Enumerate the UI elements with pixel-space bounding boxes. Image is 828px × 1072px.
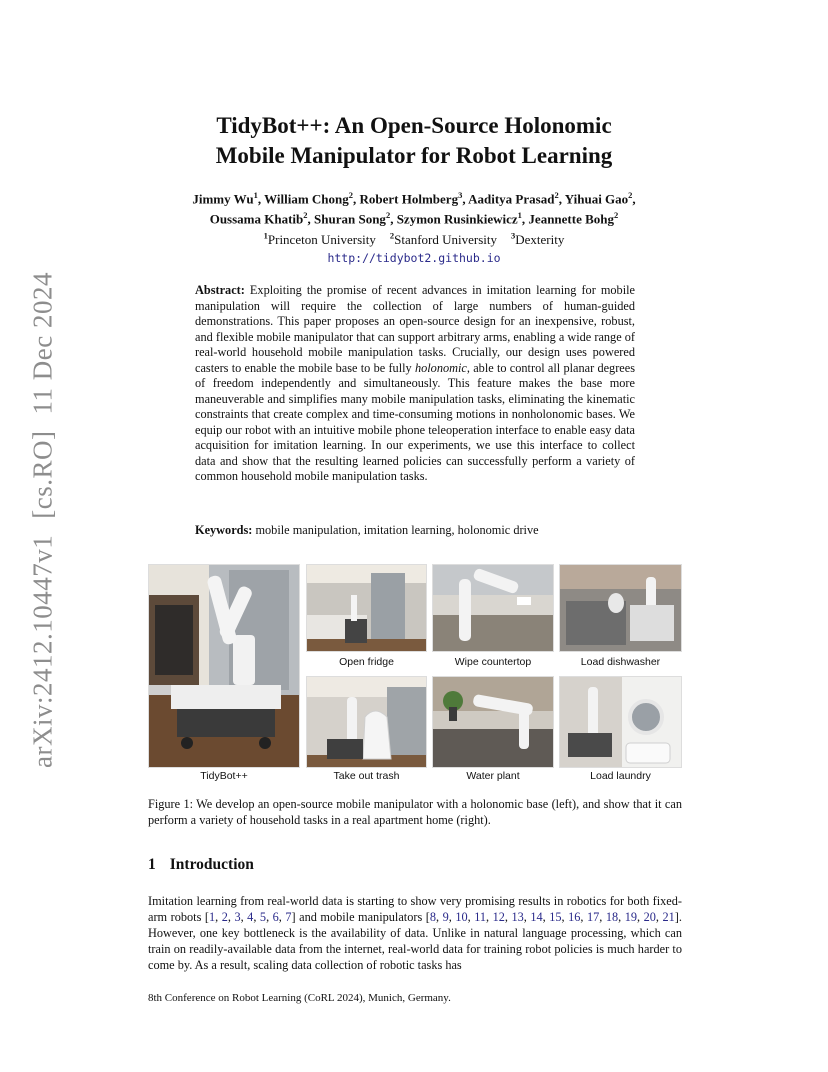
author-line-1 [0,187,828,207]
author-separator: , [558,191,565,207]
author: Shuran Song [314,211,386,227]
abstract-text-a: Exploiting the promise of recent advances in imitation learning for mobile manipulation will require the collection of large numbers of human-guided demonstrations. This paper proposes an open-source design for an inexpensive, robust, and flexible mobile manipulator that can support arbitrary arms, enabling a wide range of real-world household mobile manipulation tasks. Crucially, our design uses powered casters to enable the mobile base to be fully [195,283,635,375]
load-dishwasher-photo [560,565,681,651]
abstract-text-b: , able to control all planar degrees of freedom independently and simultaneously. This feature makes the base more maneuverable and simplifies many mobile manipulation tasks, eliminating the kinematic constraints that create complex and time-consuming motions in nonholonomic bases. We equip our robot with an intuitive mobile phone teleoperation interface to enable easy data acquisition for imitation learning. In our experiments, we use this interface to collect data and show that the resulting learned policies can successfully perform a variety of common household mobile manipulation tasks. [195,360,636,483]
keywords-label: Keywords: [195,523,253,537]
citation-link[interactable]: 4 [247,910,254,924]
affiliation-1 [264,232,376,247]
author-affil-mark: 3 [458,190,463,200]
photo-wipe-countertop [432,564,554,652]
citation-link[interactable]: 10 [455,910,468,924]
open-fridge-photo [307,565,426,651]
author-affil-mark: 2 [303,210,308,221]
affiliation-2 [390,232,497,247]
citation-link[interactable]: 17 [586,910,600,924]
citation-link[interactable]: 2 [221,910,228,924]
author-affil-mark: 2 [628,190,633,200]
affil-mark: 1 [263,230,268,241]
author: Jimmy Wu [192,191,254,207]
author: Oussama Khatib [209,211,304,227]
citation-link[interactable]: 19 [624,910,638,924]
intro-paragraph [148,893,682,973]
author-separator: , [462,191,469,207]
citation-link[interactable]: 9 [442,910,449,924]
paper-title [0,111,828,171]
wipe-countertop-photo [433,565,553,651]
photo-load-dishwasher [559,564,682,652]
affiliation-name: Stanford University [394,231,498,247]
title-line-2: Mobile Manipulator for Robot Learning [215,143,613,168]
citation-link[interactable]: 5 [259,910,267,924]
title-line-1: TidyBot++: An Open-Source Holonomic [216,113,612,138]
affil-mark: 2 [389,230,395,241]
citation-link[interactable]: 18 [605,910,619,924]
abstract-emphasis: holonomic [414,360,467,375]
arxiv-stamp [28,272,59,768]
citation-link[interactable]: 16 [568,910,581,924]
arxiv-id: arXiv:2412.10447v1 [27,534,58,768]
author-separator: , [390,211,397,227]
photo-take-out-trash [306,676,427,768]
caption-open-fridge: Open fridge [339,656,394,668]
photo-open-fridge [306,564,427,652]
author: Jeannette Bohg [528,211,615,227]
caption-tidybot: TidyBot++ [200,770,248,782]
author: Yihuai Gao [564,191,629,207]
citation-link[interactable]: 13 [511,910,524,924]
arxiv-date: 11 Dec 2024 [27,272,58,415]
citation-link[interactable]: 3 [234,910,241,924]
author: Szymon Rusinkiewicz [396,211,518,227]
author: Robert Holmberg [359,191,459,207]
author-separator: , [353,191,360,207]
citation-link[interactable]: 6 [272,910,279,924]
figure-caption: Figure 1: We develop an open-source mobile manipulator with a holonomic base (left), and show that it can perform a variety of household tasks in a real apartment home (right). [148,797,682,827]
citation-group-1: 1, 2, 3, 4, 5, 6, 7 [208,910,292,924]
water-plant-photo [433,677,553,767]
affiliations [0,228,828,248]
abstract [195,283,635,485]
citation-link[interactable]: 20 [643,910,656,924]
citation-link[interactable]: 14 [530,910,543,924]
author-separator: , [521,211,529,227]
author-affil-mark: 2 [385,210,391,221]
author: William Chong [264,191,349,207]
caption-take-out-trash: Take out trash [333,770,400,782]
intro-text-2: ] and mobile manipulators [ [291,910,430,924]
author-affil-mark: 2 [554,190,559,200]
keywords [195,523,635,539]
load-laundry-photo [560,677,681,767]
citation-link[interactable]: 12 [492,910,505,924]
section-title: Introduction [169,856,254,873]
intro-text-1: Imitation learning from real-world data is starting to show very promising results in robotics for both fixed-arm robots [ [148,894,682,924]
affiliation-name: Dexterity [515,231,565,247]
citation-group-2: 8, 9, 10, 11, 12, 13, 14, 15, 16, 17, 18, 19, 20, 21 [429,910,675,924]
photo-tidybot [148,564,300,768]
project-url-link[interactable]: http://tidybot2.github.io [327,251,501,265]
author-separator: , [307,211,315,227]
abstract-label: Abstract: [195,283,245,297]
photo-water-plant [432,676,554,768]
author-separator: , [257,191,265,207]
caption-load-dishwasher: Load dishwasher [580,656,661,668]
robot-photo-illustration [149,565,299,767]
citation-link[interactable]: 8 [429,910,436,924]
affil-mark: 3 [511,230,516,241]
citation-link[interactable]: 21 [662,910,675,924]
citation-link[interactable]: 11 [474,910,487,924]
take-out-trash-photo [307,677,426,767]
author-separator: , [632,191,636,207]
section-number: 1 [148,856,156,873]
author-affil-mark: 2 [348,190,354,200]
caption-load-laundry: Load laundry [590,770,651,782]
author-affil-mark: 1 [253,190,258,200]
figure-1 [148,564,682,784]
author-affil-mark: 1 [517,210,522,221]
arxiv-category: [cs.RO] [27,430,58,519]
caption-water-plant: Water plant [466,770,520,782]
caption-wipe-countertop: Wipe countertop [454,656,532,668]
citation-link[interactable]: 15 [549,910,562,924]
citation-link[interactable]: 7 [285,910,292,924]
author: Aaditya Prasad [468,191,555,207]
citation-link[interactable]: 1 [208,910,216,924]
author-line-2 [0,207,828,227]
author-block [0,187,828,248]
section-heading [148,856,254,874]
conference-footer: 8th Conference on Robot Learning (CoRL 2024), Munich, Germany. [148,992,451,1004]
intro-text-3: ]. However, one key bottleneck is the availability of data. Unlike in natural language processing, which can train on readily-available data from the internet, real-world data for training robot policies is much harder to come by. As a result, scaling data collection of robotic tasks has [148,910,682,972]
keywords-text: mobile manipulation, imitation learning, holonomic drive [252,523,539,537]
affiliation-name: Princeton University [267,231,376,247]
photo-load-laundry [559,676,682,768]
affiliation-3 [511,232,564,247]
author-affil-mark: 2 [614,210,619,221]
